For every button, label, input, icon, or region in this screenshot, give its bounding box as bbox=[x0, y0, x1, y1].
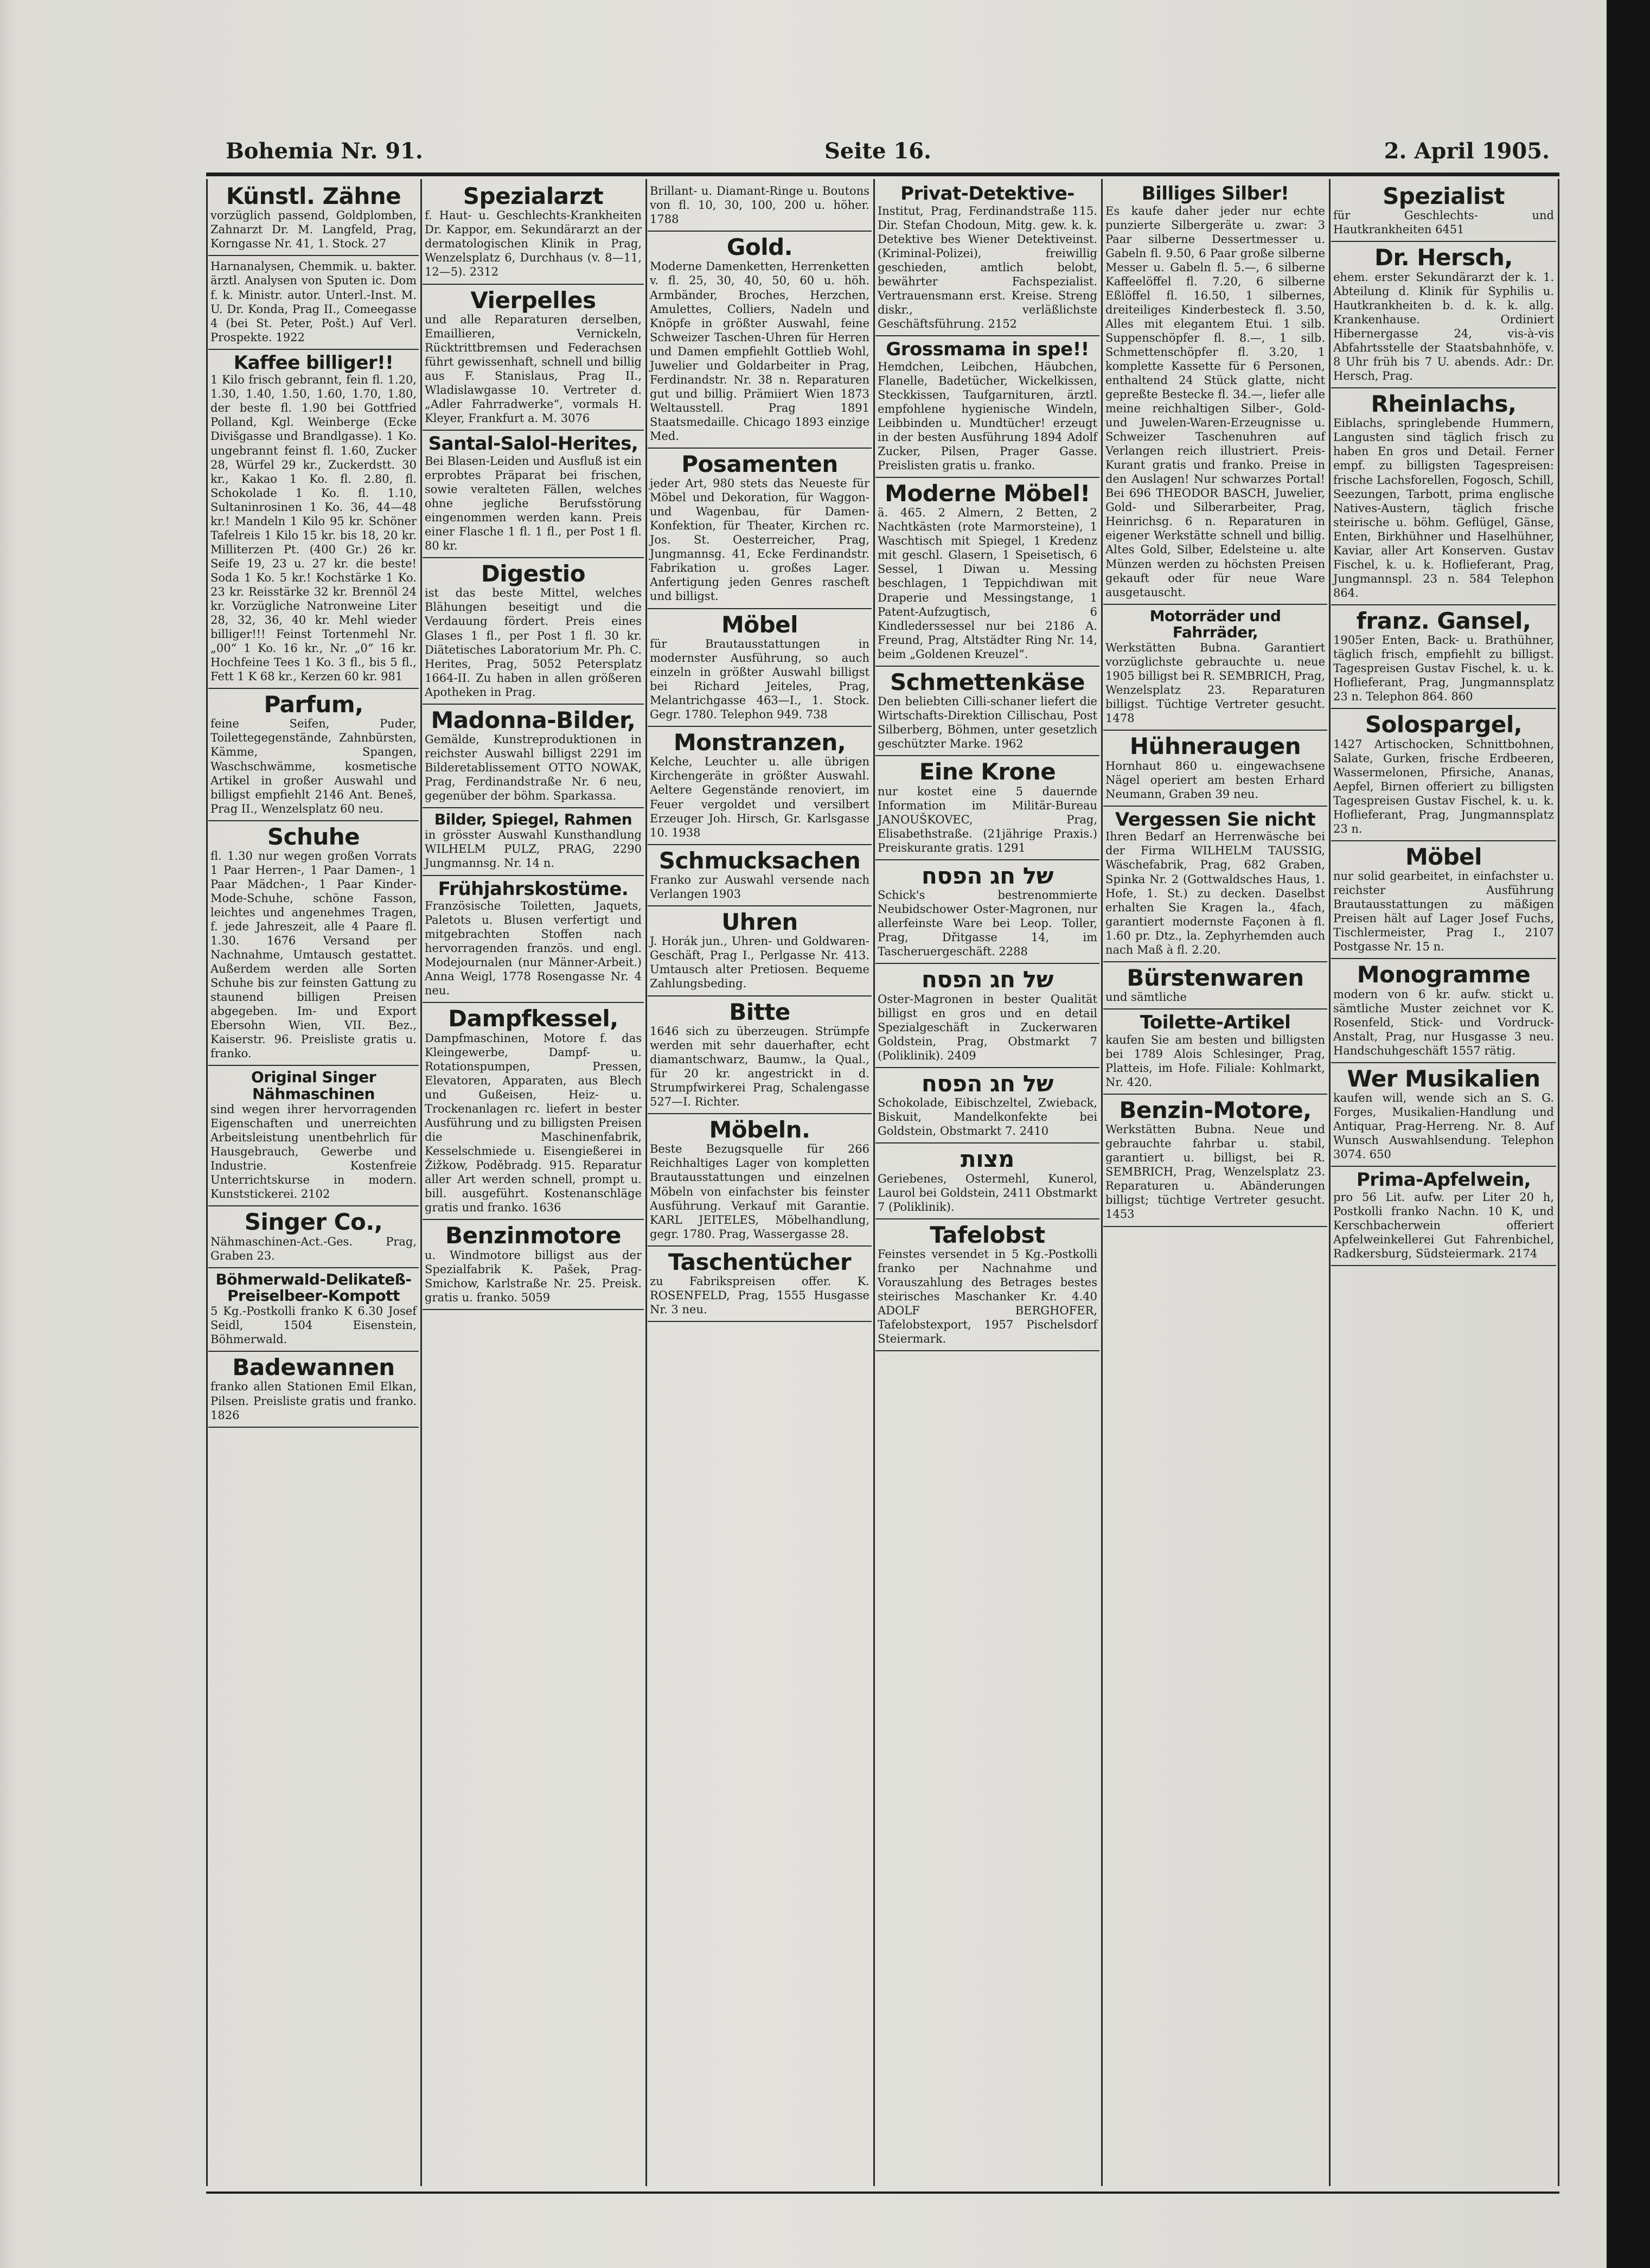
ad-body: kaufen Sie am besten und billigsten bei 1789 Alois Schlesinger, Prag, Platteis, im Hofe. Filiale: Kohlmarkt, Nr. 420. bbox=[1105, 1033, 1325, 1089]
column-4 bbox=[875, 181, 1099, 2188]
ad-heading: Kaffee billiger!! bbox=[233, 352, 394, 374]
footer-rule bbox=[206, 2192, 1559, 2194]
ad-body: Es kaufe daher jeder nur echte punzierte Silbergeräte u. zwar: 3 Paar silberne Dessertmesser u. Gabeln fl. 9.50, 6 Paar große silberne Messer u. Gabeln fl. 5.—, 6 silberne Kaffeelöffel fl. 7.20, 6 silberne Eßlöffel fl. 16.50, 1 silbernes, dreiteiliges Kinderbesteck fl. 3.50, Alles mit elegantem Etui. 1 silb. Suppenschöpfer fl. 8.—, 1 silb. Schmettenschöpfer fl. 3.20, 1 komplette Kassette für 6 Personen, enthaltend 24 Stück glatte, nicht gepreßte Bestecke fl. 34.—, liefer alle meine reichhaltigen Silber-, Gold- und Juwelen-Waren-Erzeugnisse u. Schweizer Taschenuhren auf Verlangen reich illustriert. Preis-Kurant gratis und franko. Preise in den Auslagen! Nur schwarzes Portal! Bei 696 THEODOR BASCH, Juwelier, Gold- und Silberarbeiter, Prag, Heinrichsg. 6 n. Reparaturen in eigener Werkstätte schnell und billig. Altes Gold, Silber, Edelsteine u. alte Münzen werden zu höchsten Preisen gekauft oder für neue Ware ausgetauscht. bbox=[1105, 204, 1325, 599]
advertisement bbox=[1103, 962, 1327, 1010]
ad-heading: Spezialarzt bbox=[463, 183, 604, 209]
ad-body: jeder Art, 980 stets das Neueste für Möbel und Dekoration, für Waggon- und Wagenbau, für Damen-Konfektion, für Theater, Kirchen rc. Jos. St. Oesterreicher, Prag, Jungmannsg. 41, Ecke Ferdinandstr. Fabrikation u. großes Lager. Anfertigung jeden Genres rascheft und billigst. bbox=[650, 477, 869, 603]
advertisement bbox=[875, 964, 1099, 1068]
ad-heading: Benzin-Motore, bbox=[1119, 1096, 1312, 1123]
ad-body: Oster-Magronen in bester Qualität billigst en gros und en detail Spezialgeschäft in Zuckerwaren Goldstein, Prag, Obstmarkt 7 (Poliklinik). 2409 bbox=[878, 992, 1097, 1062]
ad-heading: Dampfkessel, bbox=[448, 1005, 618, 1032]
ad-heading: Möbel bbox=[1405, 843, 1482, 870]
ad-heading: Vergessen Sie nicht bbox=[1115, 808, 1316, 830]
ad-body: 1 Kilo frisch gebrannt, fein fl. 1.20, 1.30, 1.40, 1.50, 1.60, 1.70, 1.80, der beste fl. 1.90 bei Gottfried Polland, Kgl. Weinberge (Ecke Divišgasse und Brandlgasse). 1 Ko. ungebrannt feinst fl. 1.60, Zucker 28, Würfel 29 kr., Zuckerdstt. 30 kr., Kakao 1 Ko. fl. 2.80, fl. Schokolade 1 Ko. fl. 1.10, Sultaninrosinen 1 Ko. 36, 44—48 kr.! Mandeln 1 Kilo 95 kr. Schöner Tafelreis 1 Kilo 15 kr. bis 18, 20 kr. Milliterzen Pt. (400 Gr.) 26 kr. Seife 19, 23 u. 27 kr. die beste! Soda 1 Ko. 5 kr.! Kochstärke 1 Ko. 23 kr. Reisstärke 32 kr. Brennöl 24 kr. Vorzügliche Natronweine Liter 28, 32, 36, 40 kr. Mehl wieder billiger!!! Feinst Tortenmehl Nr. „00“ 1 Ko. 16 kr., Nr. „0“ 16 kr. Hochfeine Tees 1 Ko. 3 fl., bis 5 fl., Fett 1 K 68 kr., Kerzen 60 kr. 981 bbox=[210, 373, 417, 683]
ad-heading: Motorräder und Fahrräder, bbox=[1149, 606, 1281, 641]
ad-heading: Schuhe bbox=[267, 823, 360, 850]
issue-date: 2. April 1905. bbox=[1384, 138, 1550, 164]
ad-body: ä. 465. 2 Almern, 2 Betten, 2 Nachtkästen (rote Marmorsteine), 1 Waschtisch mit Spiegel, 1 Kredenz mit geschl. Glasern, 1 Speisetisch, 6 Sessel, 1 Diwan u. Messing beschlagen, 1 Teppichdiwan mit Draperie und Messingstange, 1 Patent-Aufzugtisch, 6 Kindlederssessel nur bei 2186 A. Freund, Prag, Altstädter Ring Nr. 14, beim „Goldenen Kreuzel“. bbox=[878, 506, 1097, 661]
advertisement bbox=[875, 756, 1099, 860]
ad-body: fl. 1.30 nur wegen großen Vorrats 1 Paar Herren-, 1 Paar Damen-, 1 Paar Mädchen-, 1 Paar Kinder-Mode-Schuhe, schöne Fasson, leichtes und angenehmes Tragen, f. jede Jahreszeit, alle 4 Paare fl. 1.30. 1676 Versand per Nachnahme, Umtausch gestattet. Außerdem werden alle Sorten Schuhe bis zur feinsten Gattung zu staunend billigen Preisen abgegeben. Im- und Export Ebersohn Wien, VII. Bez., Kaiserstr. 96. Preisliste gratis u. franko. bbox=[210, 849, 417, 1060]
advertisement bbox=[875, 478, 1099, 667]
ad-heading: Bilder, Spiegel, Rahmen bbox=[434, 810, 632, 829]
advertisement bbox=[1331, 959, 1556, 1063]
ad-body: sind wegen ihrer hervorragenden Eigenschaften und unerreichten Arbeitsleistung unentbehrlich für Hausgebrauch, Gewerbe und Industrie. Kostenfreie Unterrichtskurse in modern. Kunststickerei. 2102 bbox=[210, 1102, 417, 1201]
column-rule bbox=[873, 179, 875, 2186]
ad-heading: Solospargel, bbox=[1365, 711, 1523, 738]
ad-body: Den beliebten Cilli-schaner liefert die Wirtschafts-Direktion Cillischau, Post Silberberg, Böhmen, unter gesetzlich geschützter Marke. 1962 bbox=[878, 695, 1097, 751]
ad-body: Geriebenes, Ostermehl, Kunerol, Laurol bei Goldstein, 2411 Obstmarkt 7 (Poliklinik). bbox=[878, 1172, 1097, 1213]
ad-heading: של חג הפסח bbox=[921, 1070, 1053, 1097]
page-header bbox=[222, 133, 1554, 171]
ad-heading: של חג הפסח bbox=[921, 966, 1053, 993]
advertisement bbox=[875, 336, 1099, 478]
advertisement bbox=[208, 256, 419, 349]
ad-heading: Böhmerwald-Delikateß-Preiselbeer-Kompott bbox=[215, 1270, 412, 1305]
ad-heading: Digestio bbox=[481, 560, 586, 587]
ad-heading: Eine Krone bbox=[919, 758, 1056, 785]
ad-heading: Posamenten bbox=[681, 450, 838, 477]
advertisement bbox=[875, 667, 1099, 756]
ad-heading: Original Singer Nähmaschinen bbox=[251, 1068, 376, 1103]
ad-heading: Dr. Hersch, bbox=[1374, 244, 1513, 271]
ad-body: Schokolade, Eibischzeltel, Zwieback, Biskuit, Mandelkonfekte bei Goldstein, Obstmarkt 7. 2410 bbox=[878, 1096, 1097, 1138]
ad-body: Hemdchen, Leibchen, Häubchen, Flanelle, Badetücher, Wickelkissen, Steckkissen, Taufgarnituren, ärztl. empfohlene hygienische Windeln, Leibbinden u. Mundtücher! erzeugt in der besten Ausführung 1894 Adolf Zucker, Pilsen, Prager Gasse. Preislisten gratis u. franko. bbox=[878, 360, 1097, 472]
ad-body: vorzüglich passend, Goldplomben, Zahnarzt Dr. M. Langfeld, Prag, Korngasse Nr. 41, 1. Stock. 27 bbox=[210, 209, 417, 251]
column-rule bbox=[420, 179, 422, 2186]
advertisement bbox=[648, 449, 872, 609]
advertisement bbox=[648, 906, 872, 996]
advertisement bbox=[208, 1352, 419, 1427]
ad-body: Institut, Prag, Ferdinandstraße 115. Dir. Stefan Chodoun, Mitg. gew. k. k. Detektive bes Wiener Detektiveinst. (Kriminal-Polizei), freiwillig geschieden, amtlich belobt, bewährter Fachspezialist. Vertrauensmann erst. Kreise. Streng diskr., verläßlichste Geschäftsführung. 2152 bbox=[878, 204, 1097, 330]
column-3 bbox=[648, 181, 872, 2188]
ad-body: Werkstätten Bubna. Neue und gebrauchte fahrbar u. stabil, garantiert u. billigst, bei R. SEMBRICH, Prag, Wenzelsplatz 23. Reparaturen u. Abänderungen billigst; tüchtige Vertreter gesucht. 1453 bbox=[1105, 1123, 1325, 1221]
advertisement bbox=[875, 1068, 1099, 1143]
ad-body: Gemälde, Kunstreproduktionen in reichster Auswahl billigst 2291 im Bilderetablissement OTTO NOWAK, Prag, Ferdinandstraße Nr. 6 neu, gegenüber der böhm. Sparkassa. bbox=[425, 733, 642, 803]
ad-body: 1646 sich zu überzeugen. Strümpfe werden mit sehr dauerhafter, echt diamantschwarz, Baumw., la Qual., für 20 kr. angestrickt in d. Strumpfwirkerei Prag, Schalengasse 527—I. Richter. bbox=[650, 1024, 869, 1109]
ad-heading: Grossmama in spe!! bbox=[886, 338, 1089, 360]
ad-body: zu Fabrikspreisen offer. K. ROSENFELD, Prag, 1555 Husgasse Nr. 3 neu. bbox=[650, 1274, 869, 1317]
ad-heading: Prima-Apfelwein, bbox=[1356, 1169, 1531, 1191]
advertisement bbox=[648, 1114, 872, 1247]
ad-body: modern von 6 kr. aufw. stickt u. sämtliche Muster zeichnet vor K. Rosenfeld, Stick- und Vordruck-Anstalt, Prag, nur Husgasse 3 neu. Handschuhgeschäft 1557 rätig. bbox=[1333, 987, 1554, 1057]
ad-heading: franz. Gansel, bbox=[1356, 607, 1531, 634]
ad-heading: Singer Co., bbox=[244, 1209, 383, 1236]
advertisement bbox=[423, 1220, 644, 1309]
advertisement bbox=[648, 1247, 872, 1322]
advertisement bbox=[648, 609, 872, 727]
ad-heading: Taschentücher bbox=[668, 1248, 852, 1275]
ad-body: ist das beste Mittel, welches Blähungen beseitigt und die Verdauung fördert. Preis eines Glases 1 fl., per Post 1 fl. 30 kr. Diätetisches Laboratorium Mr. Ph. C. Herites, Prag, 5052 Petersplatz 1664-II. Zu haben in allen größeren Apotheken in Prag. bbox=[425, 586, 642, 699]
ad-body: Harnanalysen, Chemmik. u. bakter. ärztl. Analysen von Sputen ic. Dom f. k. Ministr. autor. Unterl.-Inst. M. U. Dr. Konda, Prag II., Comeegasse 4 (bei St. Peter, Pošt.) Auf Verl. Prospekte. 1922 bbox=[210, 260, 417, 344]
advertisement bbox=[648, 727, 872, 845]
ad-heading: Madonna-Bilder, bbox=[431, 706, 636, 733]
ad-body: Französische Toiletten, Jaquets, Paletots u. Blusen verfertigt und mitgebrachten Stoffen nach hervorragenden französ. und engl. Modejournalen (nur Männer-Arbeit.) Anna Weigl, 1778 Rosengasse Nr. 4 neu. bbox=[425, 899, 642, 998]
ad-body: Bei Blasen-Leiden und Ausfluß ist ein erprobtes Präparat bei frischen, sowie veralteten Fällen, welches ohne jegliche Berufsstörung eingenommen werden kann. Preis einer Flasche 1 fl. 1 fl., per Post 1 fl. 80 kr. bbox=[425, 454, 642, 553]
advertisement bbox=[423, 876, 644, 1004]
advertisement bbox=[208, 689, 419, 821]
ad-heading: Möbel bbox=[721, 611, 798, 638]
advertisement bbox=[1331, 841, 1556, 960]
ad-heading: Privat-Detektive- bbox=[900, 183, 1075, 205]
column-rule bbox=[645, 179, 647, 2186]
ad-body: feine Seifen, Puder, Toilettegegenstände, Zahnbürsten, Kämme, Spangen, Waschschwämme, kosmetische Artikel in großer Auswahl und billigst empfiehlt 2146 Ant. Beneš, Prag II., Wenzelsplatz 60 neu. bbox=[210, 717, 417, 815]
advertisement bbox=[423, 285, 644, 431]
ad-body: Ihren Bedarf an Herrenwäsche bei der Firma WILHELM TAUSSIG, Wäschefabrik, Prag, 682 Graben, Spinka Nr. 2 (Gottwaldsches Haus, 1. Hofe, 1. St.) zu decken. Daselbst erhalten Sie Kragen la., 4fach, garantiert modernste Façonen à fl. 1.60 pr. Dtz., la. Zephyrhemden auch nach Maß à fl. 2.20. bbox=[1105, 830, 1325, 956]
ad-heading: Gold. bbox=[726, 234, 793, 261]
advertisement bbox=[1331, 1167, 1556, 1266]
advertisement bbox=[1331, 242, 1556, 388]
column-6 bbox=[1331, 181, 1556, 2188]
advertisement bbox=[1331, 181, 1556, 242]
ad-body: in grösster Auswahl Kunsthandlung WILHELM PULZ, PRAG, 2290 Jungmannsg. Nr. 14 n. bbox=[425, 828, 642, 870]
ad-heading: Bürstenwaren bbox=[1127, 964, 1304, 991]
ad-body: 5 Kg.-Postkolli franko K 6.30 Josef Seidl, 1504 Eisenstein, Böhmerwald. bbox=[210, 1305, 417, 1346]
issue-label: Bohemia Nr. 91. bbox=[226, 138, 423, 164]
ad-body: Beste Bezugsquelle für 266 Reichhaltiges Lager von kompletten Brautausstattungen und einzelnen Möbeln von einfachster bis feinster Ausführung. Verkauf mit Garantie. KARL JEITELES, Möbelhandlung, gegr. 1780. Prag, Wassergasse 28. bbox=[650, 1142, 869, 1241]
column-rule bbox=[206, 179, 208, 2186]
advertisement bbox=[423, 431, 644, 558]
advertisement bbox=[208, 1066, 419, 1206]
advertisement bbox=[648, 996, 872, 1115]
column-1 bbox=[208, 181, 419, 2188]
advertisement bbox=[1103, 181, 1327, 605]
ad-body: und alle Reparaturen derselben, Emaillieren, Vernickeln, Rücktrittbremsen und Federachsen führt gewissenhaft, schnell und billig aus F. Stanislaus, Prag II., Wladislawgasse 10. Vertreter d. „Adler Fahrradwerke“, vormals H. Kleyer, Frankfurt a. M. 3076 bbox=[425, 312, 642, 425]
ad-heading: Bitte bbox=[729, 998, 790, 1025]
ad-body: für Brautausstattungen in modernster Ausführung, so auch einzeln in größter Auswahl billigst bei Richard Jeiteles, Prag, Melantrichgasse 463—I., 1. Stock. Gegr. 1780. Telephon 949. 738 bbox=[650, 637, 869, 721]
advertisement bbox=[1331, 1063, 1556, 1167]
header-rule bbox=[206, 173, 1559, 176]
advertisement bbox=[423, 558, 644, 705]
ad-body: kaufen will, wende sich an S. G. Forges, Musikalien-Handlung und Antiquar, Prag-Herreng. Nr. 8. Auf Wunsch Auswahlsendung. Telephon 3074. 650 bbox=[1333, 1091, 1554, 1161]
ad-heading: Badewannen bbox=[232, 1354, 395, 1381]
advertisement bbox=[1103, 1010, 1327, 1095]
ad-body: Hornhaut 860 u. eingewachsene Nägel operiert am besten Erhard Neumann, Graben 39 neu. bbox=[1105, 759, 1325, 801]
ad-body: u. Windmotore billigst aus der Spezialfabrik K. Pašek, Prag-Smichow, Karlstraße Nr. 25. Preisk. gratis u. franko. 5059 bbox=[425, 1248, 642, 1304]
advertisement bbox=[875, 181, 1099, 336]
advertisement bbox=[648, 181, 872, 232]
advertisement bbox=[423, 705, 644, 809]
column-rule bbox=[1558, 179, 1559, 2186]
page-number: Seite 16. bbox=[824, 138, 931, 164]
advertisement bbox=[208, 1268, 419, 1352]
ad-heading: Schmucksachen bbox=[658, 847, 861, 874]
ad-heading: Tafelobst bbox=[930, 1221, 1045, 1248]
advertisement bbox=[423, 181, 644, 285]
ad-body: 1427 Artischocken, Schnittbohnen, Salate, Gurken, frische Erdbeeren, Wassermelonen, Pfirsiche, Ananas, Aepfel, Birnen offeriert zu billigsten Tagespreisen Gustav Fischel, k. u. k. Hoflieferant, Prag, Jungmannsplatz 23 n. bbox=[1333, 737, 1554, 835]
advertisement bbox=[1103, 807, 1327, 962]
ad-body: Nähmaschinen-Act.-Ges. Prag, Graben 23. bbox=[210, 1235, 417, 1262]
advertisement bbox=[423, 808, 644, 876]
advertisement bbox=[875, 860, 1099, 964]
advertisement bbox=[1331, 388, 1556, 605]
ad-heading: Künstl. Zähne bbox=[226, 183, 401, 209]
ad-heading: מצות bbox=[961, 1146, 1014, 1173]
ad-heading: Spezialist bbox=[1383, 183, 1505, 209]
ad-heading: Parfum, bbox=[264, 691, 363, 718]
advertisement bbox=[648, 845, 872, 906]
advertisement bbox=[208, 1206, 419, 1268]
ad-body: Schick's bestrenommierte Neubidschower Oster-Magronen, nur allerfeinste Ware bei Leop. Toller, Prag, Dřitgasse 14, im Tascheruergeschäft. 2288 bbox=[878, 889, 1097, 959]
column-5 bbox=[1103, 181, 1327, 2188]
ad-heading: Santal-Salol-Herites, bbox=[428, 433, 638, 455]
ad-body: Feinstes versendet in 5 Kg.-Postkolli franko per Nachnahme und Vorauszahlung des Betrages bestes steirisches Maschanker Kr. 4.40 ADOLF BERGHOFER, Tafelobstexport, 1957 Pischelsdorf Steiermark. bbox=[878, 1247, 1097, 1346]
ad-heading: Hühneraugen bbox=[1129, 733, 1301, 760]
ad-body: nur solid gearbeitet, in einfachster u. reichster Ausführung Brautausstattungen zu mäßigen Preisen hält auf Lager Josef Fuchs, Tischlermeister, Prag I., 2107 Postgasse Nr. 15 n. bbox=[1333, 870, 1554, 954]
ad-heading: Benzinmotore bbox=[445, 1222, 621, 1249]
ad-body: ehem. erster Sekundärarzt der k. 1. Abteilung d. Klinik für Syphilis u. Hautkrankheiten b. d. k. k. allg. Krankenhause. Ordiniert Hibernergasse 24, vis-à-vis Abfahrtsstelle der Staatsbahnhöfe, v. 8 Uhr früh bis 7 U. abends. Adr.: Dr. Hersch, Prag. bbox=[1333, 270, 1554, 382]
ad-body: Kelche, Leuchter u. alle übrigen Kirchengeräte in größter Auswahl. Aeltere Gegenstände renoviert, im Feuer vergoldet und versilbert Erzeuger Joh. Hirsch, Gr. Karlsgasse 10. 1938 bbox=[650, 755, 869, 839]
ad-heading: Frühjahrskostüme. bbox=[438, 878, 629, 900]
ad-body: Moderne Damenketten, Herrenketten v. fl. 25, 30, 40, 50, 60 u. höh. Armbänder, Broches, Herzchen, Amulettes, Colliers, Nadeln und Knöpfe in größter Auswahl, feine Schweizer Taschen-Uhren für Herren und Damen empfiehlt Gottlieb Wohl, Juwelier und Goldarbeiter in Prag, Ferdinandstr. Nr. 38 n. Reparaturen gut und billig. Prämiiert Wien 1873 Weltausstell. Prag 1891 Staatsmedaille. Chicago 1893 einzige Med. bbox=[650, 260, 869, 443]
advertisement bbox=[1103, 731, 1327, 806]
advertisement bbox=[875, 1219, 1099, 1352]
ad-body: nur kostet eine 5 dauernde Information im Militär-Bureau JANOUŠKOVEC, Prag, Elisabethstraße. (21jährige Praxis.) Preiskurante gratis. 1291 bbox=[878, 784, 1097, 854]
advertisement bbox=[648, 232, 872, 449]
advertisement bbox=[1103, 605, 1327, 731]
ad-body: Eiblachs, springlebende Hummern, Langusten sind täglich frisch zu haben En gros und Detail. Ferner empf. zu billigsten Tagespreisen: frische Lachsforellen, Fogosch, Schill, Seezungen, Tarbott, prima englische Natives-Austern, täglich frische steirische u. böhm. Geflügel, Gänse, Enten, Birkhühner und Haselhühner, Kaviar, aller Art Konserven. Gustav Fischel, k. u. k. Hoflieferant, Prag, Jungmannspl. 23 n. 584 Telephon 864. bbox=[1333, 417, 1554, 599]
ad-heading: Rheinlachs, bbox=[1371, 391, 1517, 418]
ad-body: f. Haut- u. Geschlechts-Krankheiten Dr. Kappor, em. Sekundärarzt an der dermatologischen Klinik in Prag, Wenzelsplatz 6, Durchhaus (v. 8—11, 12—5). 2312 bbox=[425, 209, 642, 279]
column-2 bbox=[423, 181, 644, 2188]
advertisement bbox=[208, 821, 419, 1066]
ad-body: und sämtliche bbox=[1105, 991, 1187, 1004]
ad-body: J. Horák jun., Uhren- und Goldwaren-Geschäft, Prag I., Perlgasse Nr. 413. Umtausch alter Pretiosen. Bequeme Zahlungsbeding. bbox=[650, 935, 869, 991]
ad-body: pro 56 Lit. aufw. per Liter 20 h, Postkolli franko Nachn. 10 K, und Kerschbacherwein offeriert Apfelweinkellerei Gut Fahrenbichel, Radkersburg, Südsteiermark. 2174 bbox=[1333, 1191, 1554, 1261]
advertisement bbox=[1103, 1095, 1327, 1227]
ad-heading: Monstranzen, bbox=[673, 729, 846, 756]
advertisement bbox=[875, 1143, 1099, 1219]
ad-heading: Billiges Silber! bbox=[1141, 183, 1289, 205]
ad-body: Franko zur Auswahl versende nach Verlangen 1903 bbox=[650, 873, 869, 900]
advertisement bbox=[1331, 709, 1556, 841]
ad-heading: Vierpelles bbox=[470, 286, 596, 314]
ad-body: 1905er Enten, Back- u. Brathühner, täglich frisch, empfiehlt zu billigst. Tagespreisen Gustav Fischel, k. u. k. Hoflieferant, Prag, Jungmannsplatz 23 n. Telephon 864. 860 bbox=[1333, 634, 1554, 704]
ad-heading: Toilette-Artikel bbox=[1140, 1012, 1291, 1034]
advertisement bbox=[208, 181, 419, 256]
advertisement bbox=[1331, 605, 1556, 710]
ad-heading: Monogramme bbox=[1357, 961, 1531, 988]
ad-body: Brillant- u. Diamant-Ringe u. Boutons von fl. 10, 30, 100, 200 u. höher. 1788 bbox=[650, 184, 869, 226]
ad-heading: Wer Musikalien bbox=[1347, 1065, 1540, 1092]
ad-heading: Uhren bbox=[721, 909, 798, 936]
column-rule bbox=[1101, 179, 1103, 2186]
ad-heading: Schmettenkäse bbox=[890, 668, 1085, 695]
column-rule bbox=[1329, 179, 1331, 2186]
ad-heading: של חג הפסח bbox=[921, 862, 1053, 889]
ad-body: für Geschlechts- und Hautkrankheiten 6451 bbox=[1333, 209, 1554, 237]
advertisement bbox=[423, 1003, 644, 1220]
ad-body: Werkstätten Bubna. Garantiert vorzüglichste gebrauchte u. neue 1905 billigst bei R. SEMBRICH, Prag, Wenzelsplatz 23. Reparaturen billigst. Tüchtige Vertreter gesucht. 1478 bbox=[1105, 641, 1325, 725]
ad-heading: Moderne Möbel! bbox=[885, 480, 1090, 507]
advertisement bbox=[208, 350, 419, 689]
ad-heading: Möbeln. bbox=[709, 1116, 810, 1143]
ad-body: Dampfmaschinen, Motore f. das Kleingewerbe, Dampf- u. Rotationspumpen, Pressen, Elevatoren, Apparaten, aus Blech und Gußeisen, Heiz- u. Trockenanlagen rc. liefert in bester Ausführung und zu billigsten Preisen die Maschinenfabrik, Kesselschmiede u. Eisengießerei in Žižkow, Poděbradg. 915. Reparatur aller Art werden schnell, prompt u. bill. ausgeführt. Kostenanschläge gratis und franko. 1636 bbox=[425, 1031, 642, 1215]
ad-body: franko allen Stationen Emil Elkan, Pilsen. Preisliste gratis und franko. 1826 bbox=[210, 1380, 417, 1422]
